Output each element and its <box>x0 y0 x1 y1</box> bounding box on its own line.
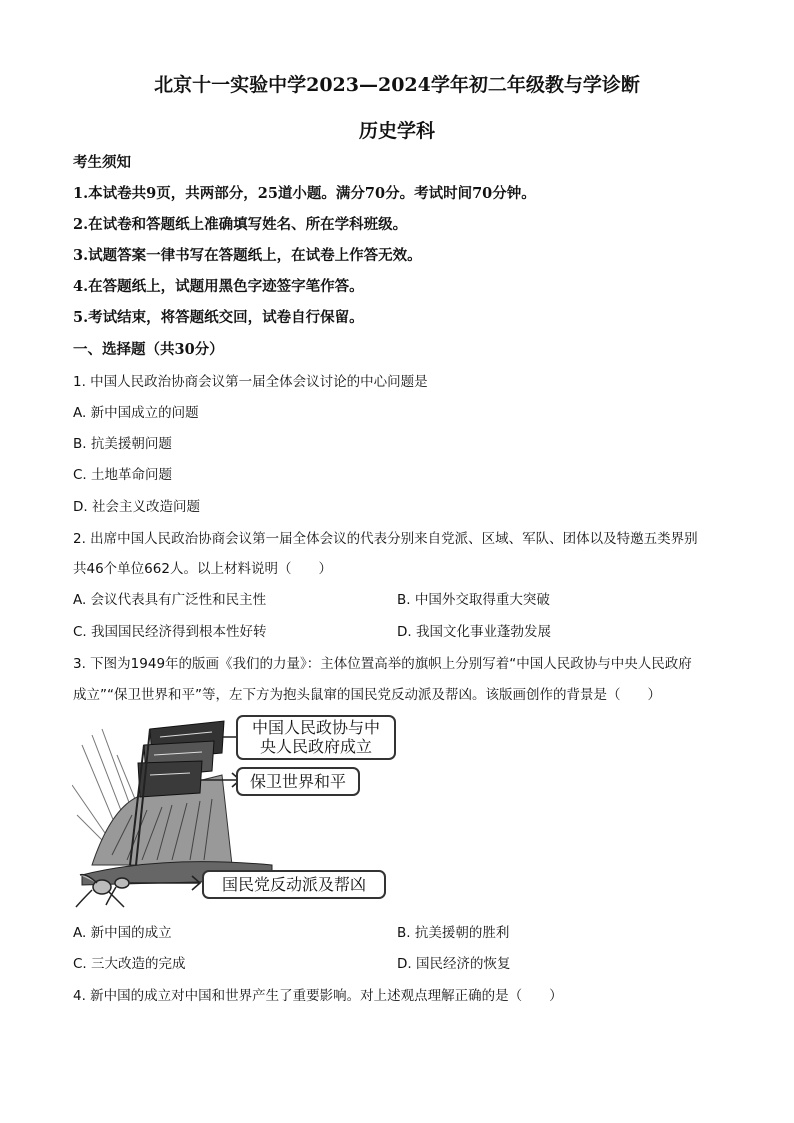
question-2-option-c: C. 我国国民经济得到根本性好转 <box>73 624 267 640</box>
question-1-option-b: B. 抗美援朝问题 <box>73 436 172 452</box>
question-2-stem-cont: 共46个单位662人。以上材料说明（ ） <box>73 561 332 577</box>
question-3-option-b: B. 抗美援朝的胜利 <box>397 925 510 941</box>
notice-heading: 考生须知 <box>73 154 131 171</box>
question-3-option-c: C. 三大改造的完成 <box>73 956 186 972</box>
question-1-option-a: A. 新中国成立的问题 <box>73 405 199 421</box>
question-3-stem-cont: 成立”“保卫世界和平”等，左下方为抱头鼠窜的国民党反动派及帮凶。该版画创作的背景是（ ） <box>73 687 661 703</box>
section-heading: 一、选择题（共30分） <box>73 341 224 358</box>
notice-item: 4.在答题纸上，试题用黑色字迹签字笔作答。 <box>73 278 364 295</box>
question-2-stem: 2. 出席中国人民政治协商会议第一届全体会议的代表分别来自党派、区域、军队、团体以及特邀五类界别 <box>73 531 698 547</box>
question-1-stem: 1. 中国人民政治协商会议第一届全体会议讨论的中心问题是 <box>73 374 428 390</box>
woodcut-print-figure <box>72 715 412 911</box>
notice-item: 3.试题答案一律书写在答题纸上，在试卷上作答无效。 <box>73 247 422 264</box>
notice-item: 5.考试结束，将答题纸交回，试卷自行保留。 <box>73 309 364 326</box>
question-2-option-a: A. 会议代表具有广泛性和民主性 <box>73 592 267 608</box>
question-1-option-c: C. 土地革命问题 <box>73 467 173 483</box>
question-1-option-d: D. 社会主义改造问题 <box>73 499 200 515</box>
figure-label-flag-2: 保卫世界和平 <box>236 767 360 796</box>
question-3-stem: 3. 下图为1949年的版画《我们的力量》：主体位置高举的旗帜上分别写着“中国人民政协与中央人民政府 <box>73 656 692 672</box>
notice-item: 2.在试卷和答题纸上准确填写姓名、所在学科班级。 <box>73 216 408 233</box>
question-4-stem: 4. 新中国的成立对中国和世界产生了重要影响。对上述观点理解正确的是（ ） <box>73 988 563 1004</box>
figure-label-flag-1-line2: 央人民政府成立 <box>259 737 372 756</box>
notice-item: 1.本试卷共9页，共两部分，25道小题。满分70分。考试时间70分钟。 <box>73 185 536 202</box>
figure-label-flag-1 <box>236 715 396 760</box>
question-2-option-d: D. 我国文化事业蓬勃发展 <box>397 624 551 640</box>
subject-title: 历史学科 <box>358 120 435 142</box>
exam-title: 北京十一实验中学2023—2024学年初二年级教与学诊断 <box>154 74 640 96</box>
figure-label-flag-1-line1: 中国人民政协与中 <box>251 718 380 737</box>
question-3-option-d: D. 国民经济的恢复 <box>397 956 511 972</box>
question-3-option-a: A. 新中国的成立 <box>73 925 172 941</box>
figure-label-enemies: 国民党反动派及帮凶 <box>202 870 386 899</box>
question-2-option-b: B. 中国外交取得重大突破 <box>397 592 550 608</box>
